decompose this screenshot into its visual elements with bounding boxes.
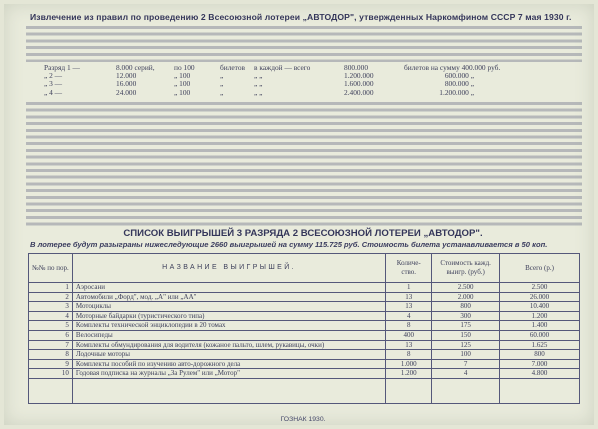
distribution-row: „ 2 — 12.000 „ 100 „ „ „ 1.200.000 600.000 „ [44,71,474,81]
prize-list-heading: СПИСОК ВЫИГРЫШЕЙ 3 РАЗРЯДА 2 ВСЕСОЮЗНОЙ ЛОТЕРЕИ „АВТОДОР". [123,228,483,239]
col-unit: Стоимость кажд. выигр. (руб.) [432,254,500,283]
table-row: 6 Велосипеды 400 150 60.000 [29,330,580,340]
rules-text-block-top [26,26,582,62]
prize-table [28,253,580,404]
printer-mark: ГОЗНАК 1930. [280,416,326,423]
table-row: 7 Комплекты обмундирования для водителя (кожаное пальто, шлем, рукавицы, очки) 13 125 1.625 [29,340,580,350]
prize-table-header [29,254,580,283]
distribution-row: „ 3 — 16.000 „ 100 „ „ „ 1.600.000 800.000 „ [44,79,474,89]
distribution-row: Разряд 1 — 8.000 серий, по 100 билетов в каждой — всего 800.000 билетов на сумму 400.000 руб. [44,63,501,72]
lottery-ticket-back [4,4,594,425]
rules-title: Извлечение из правил по проведению 2 Всесоюзной лотереи „АВТОДОР", утвержденных Наркомфином СССР 7 мая 1930 г. [30,12,572,22]
distribution-row: „ 4 — 24.000 „ 100 „ „ „ 2.400.000 1.200.000 „ [44,87,474,97]
table-row: 2 Автомобили „Форд", мод. „А" или „АА" 13 2.000 26.000 [29,292,580,302]
table-row: 5 Комплекты технической энциклопедии в 20 томах 8 175 1.400 [29,321,580,331]
table-row: 1 Аэросани 1 2.500 2.500 [29,283,580,293]
table-row: 3 Мотоциклы 13 800 10.400 [29,302,580,312]
table-blank-row [29,378,580,403]
col-total: Всего (р.) [500,254,580,283]
prize-list-subheading: В лотерее будут разыграны нижеследующие 2660 выигрышей на сумму 115.725 руб. Стоимость билета устанавливается в 50 коп. [30,240,548,249]
rules-text-block [26,102,582,226]
series-distribution [44,64,514,97]
table-row: 8 Лодочные моторы 8 100 800 [29,350,580,360]
table-row: 9 Комплекты пособий по изучению авто-дорожного дела 1.000 7 7.000 [29,359,580,369]
col-num: №№ по пор. [29,254,73,283]
table-row: 4 Моторные байдарки (туристического типа) 4 300 1.200 [29,311,580,321]
col-qty: Количе- ство. [386,254,432,283]
table-row: 10 Годовая подписка на журналы „За Рулем" или „Мотор" 1.200 4 4.800 [29,369,580,379]
col-name: НАЗВАНИЕ ВЫИГРЫШЕЙ. [72,254,385,283]
